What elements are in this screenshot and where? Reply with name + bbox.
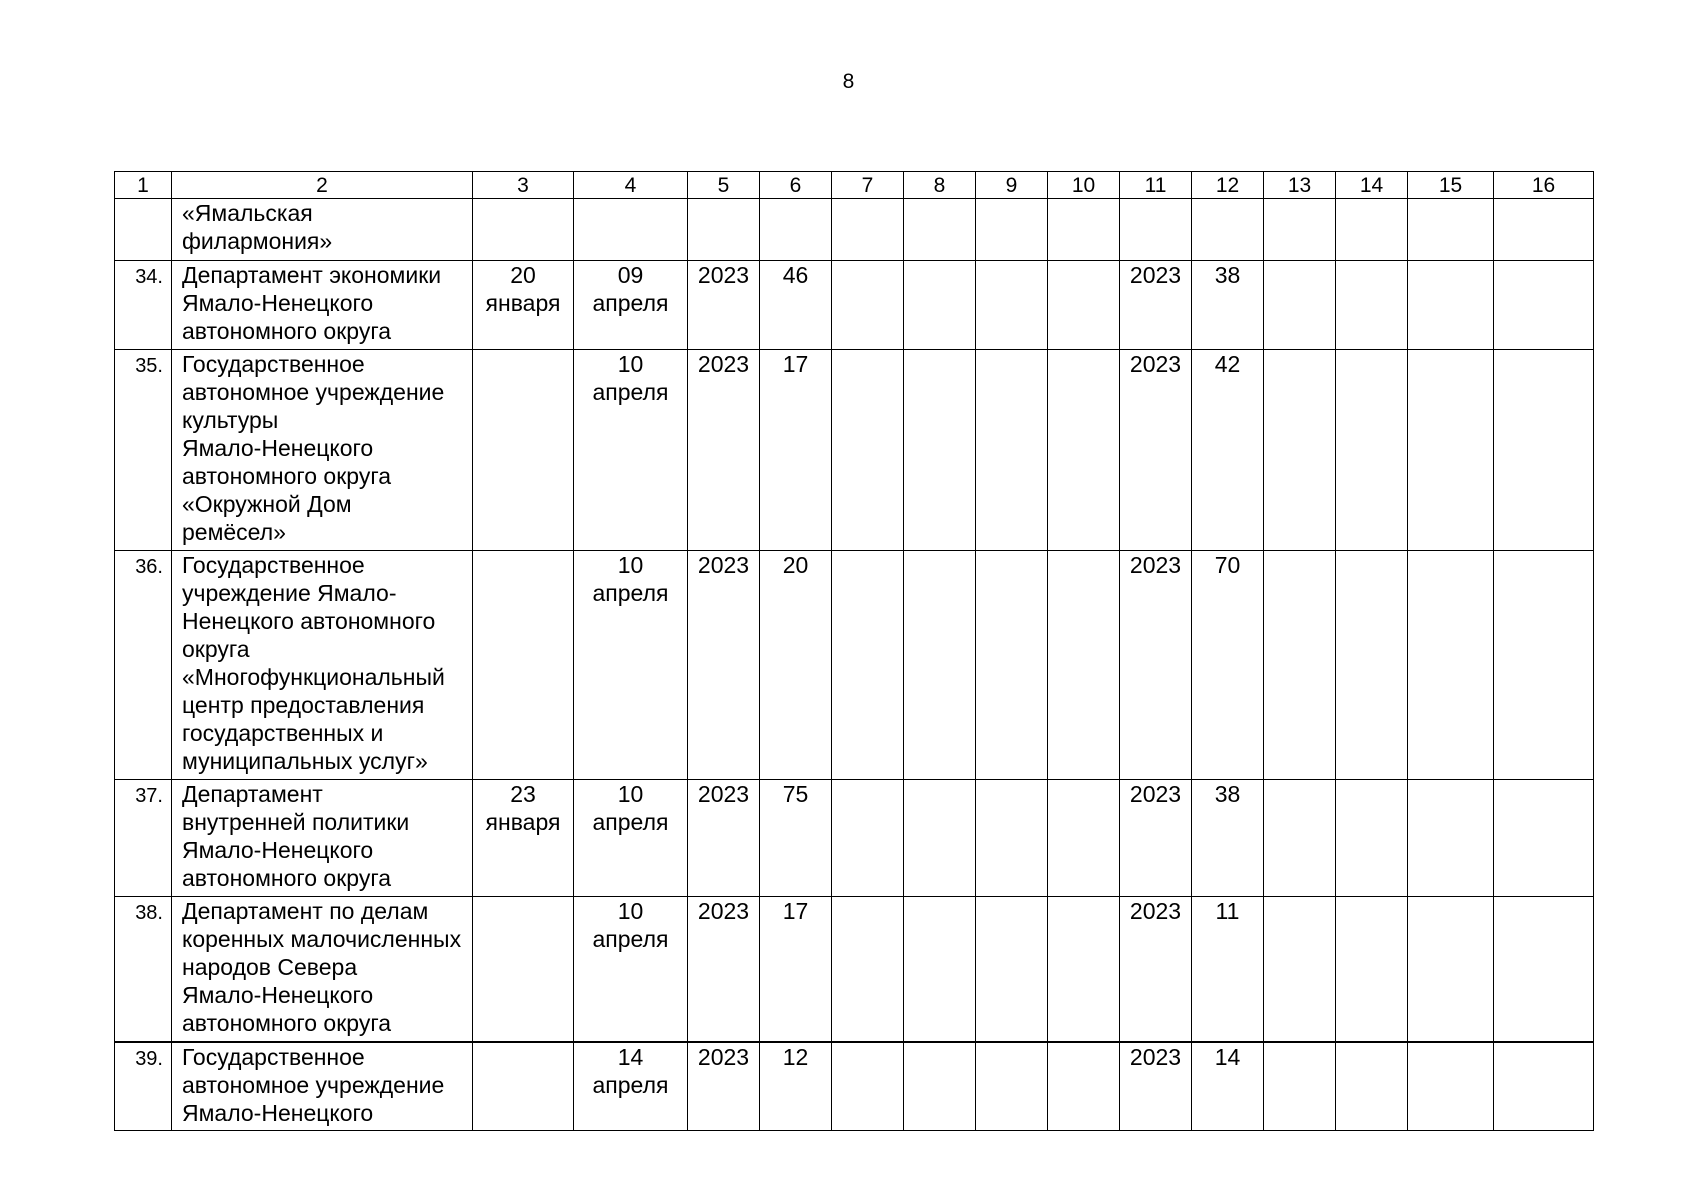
cell-8: [904, 897, 976, 1043]
cell-14: [1336, 350, 1408, 551]
date-cell-4: 09 апреля: [574, 261, 688, 350]
cell-13: [1264, 1042, 1336, 1131]
year-cell-11: 2023: [1120, 261, 1192, 350]
date-cell-4: 10 апреля: [574, 897, 688, 1043]
cell-13: [1264, 780, 1336, 897]
cell-10: [1048, 897, 1120, 1043]
cell-15: [1408, 780, 1494, 897]
column-header: 2: [172, 172, 473, 199]
cell-10: [1048, 261, 1120, 350]
value-cell-12: 14: [1192, 1042, 1264, 1131]
year-cell-11: [1120, 199, 1192, 261]
organization-name-cell: Департамент внутренней политики Ямало-Ненецкого автономного округа: [172, 780, 473, 897]
date-cell-4: [574, 199, 688, 261]
cell-15: [1408, 1042, 1494, 1131]
cell-16: [1494, 551, 1594, 780]
cell-7: [832, 199, 904, 261]
column-header: 1: [115, 172, 172, 199]
cell-9: [976, 551, 1048, 780]
organization-name-cell: Департамент экономики Ямало-Ненецкого автономного округа: [172, 261, 473, 350]
cell-13: [1264, 551, 1336, 780]
column-header: 14: [1336, 172, 1408, 199]
cell-13: [1264, 261, 1336, 350]
cell-16: [1494, 780, 1594, 897]
column-header: 9: [976, 172, 1048, 199]
date-cell-3: [473, 551, 574, 780]
cell-16: [1494, 199, 1594, 261]
cell-8: [904, 199, 976, 261]
cell-9: [976, 780, 1048, 897]
value-cell-12: [1192, 199, 1264, 261]
cell-8: [904, 1042, 976, 1131]
table-row: [115, 780, 1594, 897]
column-header: 4: [574, 172, 688, 199]
table-row: [115, 1042, 1594, 1131]
column-header: 15: [1408, 172, 1494, 199]
value-cell-6: 20: [760, 551, 832, 780]
cell-16: [1494, 261, 1594, 350]
cell-16: [1494, 1042, 1594, 1131]
row-number-cell: 38.: [115, 897, 172, 1043]
year-cell-11: 2023: [1120, 897, 1192, 1043]
year-cell-11: 2023: [1120, 1042, 1192, 1131]
cell-8: [904, 350, 976, 551]
column-header: 7: [832, 172, 904, 199]
table-row: [115, 350, 1594, 551]
column-header: 11: [1120, 172, 1192, 199]
date-cell-3: 23 января: [473, 780, 574, 897]
organization-name-cell: Государственное учреждение Ямало- Ненецкого автономного округа «Многофункциональный центр предоставления государственных и муниципальных услуг»: [172, 551, 473, 780]
year-cell-11: 2023: [1120, 551, 1192, 780]
cell-13: [1264, 199, 1336, 261]
cell-14: [1336, 199, 1408, 261]
value-cell-6: 17: [760, 897, 832, 1043]
year-cell-5: 2023: [688, 780, 760, 897]
date-cell-4: 10 апреля: [574, 551, 688, 780]
row-number-cell: 35.: [115, 350, 172, 551]
cell-15: [1408, 261, 1494, 350]
organization-name-cell: Государственное автономное учреждение Ямало-Ненецкого: [172, 1042, 473, 1131]
cell-9: [976, 199, 1048, 261]
value-cell-6: 12: [760, 1042, 832, 1131]
column-header: 3: [473, 172, 574, 199]
row-number-cell: [115, 199, 172, 261]
row-number-cell: 36.: [115, 551, 172, 780]
column-header: 5: [688, 172, 760, 199]
table-row: [115, 261, 1594, 350]
year-cell-5: [688, 199, 760, 261]
cell-14: [1336, 897, 1408, 1043]
document-table: [114, 171, 1594, 1131]
cell-15: [1408, 551, 1494, 780]
column-header: 13: [1264, 172, 1336, 199]
table-row: [115, 897, 1594, 1043]
value-cell-6: [760, 199, 832, 261]
cell-10: [1048, 551, 1120, 780]
row-number-cell: 37.: [115, 780, 172, 897]
year-cell-5: 2023: [688, 1042, 760, 1131]
column-header: 8: [904, 172, 976, 199]
cell-7: [832, 551, 904, 780]
cell-7: [832, 780, 904, 897]
cell-16: [1494, 350, 1594, 551]
cell-8: [904, 780, 976, 897]
cell-7: [832, 897, 904, 1043]
value-cell-6: 46: [760, 261, 832, 350]
cell-13: [1264, 350, 1336, 551]
date-cell-3: [473, 350, 574, 551]
value-cell-12: 38: [1192, 261, 1264, 350]
cell-15: [1408, 199, 1494, 261]
year-cell-5: 2023: [688, 350, 760, 551]
organization-name-cell: Департамент по делам коренных малочисленных народов Севера Ямало-Ненецкого автономного округа: [172, 897, 473, 1043]
value-cell-6: 17: [760, 350, 832, 551]
value-cell-12: 11: [1192, 897, 1264, 1043]
cell-9: [976, 1042, 1048, 1131]
row-number-cell: 39.: [115, 1042, 172, 1131]
cell-15: [1408, 350, 1494, 551]
cell-9: [976, 350, 1048, 551]
column-header: 10: [1048, 172, 1120, 199]
column-header: 6: [760, 172, 832, 199]
cell-15: [1408, 897, 1494, 1043]
cell-14: [1336, 261, 1408, 350]
cell-10: [1048, 780, 1120, 897]
cell-7: [832, 350, 904, 551]
value-cell-12: 38: [1192, 780, 1264, 897]
cell-14: [1336, 1042, 1408, 1131]
value-cell-6: 75: [760, 780, 832, 897]
date-cell-3: [473, 1042, 574, 1131]
column-header: 12: [1192, 172, 1264, 199]
cell-8: [904, 261, 976, 350]
cell-10: [1048, 199, 1120, 261]
date-cell-3: [473, 199, 574, 261]
cell-10: [1048, 350, 1120, 551]
table-row: [115, 551, 1594, 780]
cell-13: [1264, 897, 1336, 1043]
cell-16: [1494, 897, 1594, 1043]
year-cell-11: 2023: [1120, 350, 1192, 551]
year-cell-11: 2023: [1120, 780, 1192, 897]
cell-8: [904, 551, 976, 780]
organization-name-cell: «Ямальская филармония»: [172, 199, 473, 261]
date-cell-3: 20 января: [473, 261, 574, 350]
year-cell-5: 2023: [688, 897, 760, 1043]
value-cell-12: 70: [1192, 551, 1264, 780]
cell-9: [976, 261, 1048, 350]
cell-10: [1048, 1042, 1120, 1131]
cell-9: [976, 897, 1048, 1043]
row-number-cell: 34.: [115, 261, 172, 350]
organization-name-cell: Государственное автономное учреждение культуры Ямало-Ненецкого автономного округа «Окружной Дом ремёсел»: [172, 350, 473, 551]
date-cell-4: 14 апреля: [574, 1042, 688, 1131]
cell-14: [1336, 551, 1408, 780]
table-header-row: [115, 172, 1594, 199]
column-header: 16: [1494, 172, 1594, 199]
page-number: 8: [842, 70, 855, 93]
date-cell-3: [473, 897, 574, 1043]
value-cell-12: 42: [1192, 350, 1264, 551]
cell-7: [832, 1042, 904, 1131]
cell-7: [832, 261, 904, 350]
cell-14: [1336, 780, 1408, 897]
date-cell-4: 10 апреля: [574, 350, 688, 551]
date-cell-4: 10 апреля: [574, 780, 688, 897]
year-cell-5: 2023: [688, 261, 760, 350]
table-row: [115, 199, 1594, 261]
year-cell-5: 2023: [688, 551, 760, 780]
